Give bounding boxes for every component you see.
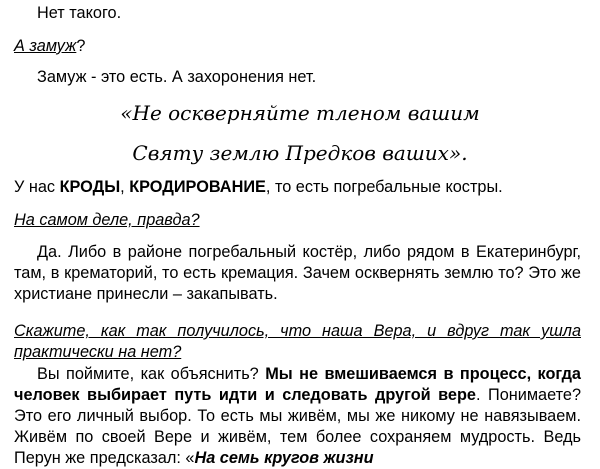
question-line-2 — [14, 210, 200, 231]
answer-paragraph-1: Да. Либо в районе погребальный костёр, либо рядом в Екатеринбург, там, в крематорий, то есть кремация. Зачем осквернять землю то? Это же христиане принесли – закапывать. — [14, 243, 581, 303]
question-2-text: На самом деле, правда? — [14, 211, 200, 229]
para2-part-c: . Понимаете? Это его личный выбор. То есть мы живём, мы же никому не навязываем. Живём по своей Вере и живём, тем более сохраняем мудрость. Ведь Перун же предсказал: « — [14, 386, 581, 467]
answer-3-part-a: У нас — [14, 178, 60, 196]
answer-3-part-c: , — [120, 178, 130, 196]
question-3-text: Скажите, как так получилось, что наша Вера, и вдруг так ушла практически на нет? — [14, 322, 581, 361]
term-krodirovanie: КРОДИРОВАНИЕ — [129, 178, 266, 196]
para2-bold-italic: На семь кругов жизни — [194, 449, 374, 467]
answer-line-2: Замуж - это есть. А захоронения нет. — [37, 68, 317, 86]
question-paragraph-3 — [14, 321, 581, 363]
answer-line-1: Нет такого. — [37, 4, 122, 22]
para2-part-a: Вы поймите, как объяснить? — [37, 365, 266, 383]
answer-paragraph-2 — [14, 364, 581, 469]
quote-line-2: Святу землю Предков ваших». — [132, 141, 468, 165]
answer-3-part-e: , то есть погребальные костры. — [265, 178, 503, 196]
term-krody: КРОДЫ — [59, 178, 121, 196]
answer-line-3 — [14, 177, 503, 198]
question-line-1 — [14, 36, 85, 57]
quote-line-1: «Не оскверняйте тленом вашим — [120, 101, 480, 125]
question-1-text: А замуж — [14, 37, 77, 55]
para2-bold: Мы не вмешиваемся в процесс, когда человек выбирает путь идти и следовать другой вере — [14, 365, 581, 404]
question-1-mark: ? — [76, 37, 86, 55]
